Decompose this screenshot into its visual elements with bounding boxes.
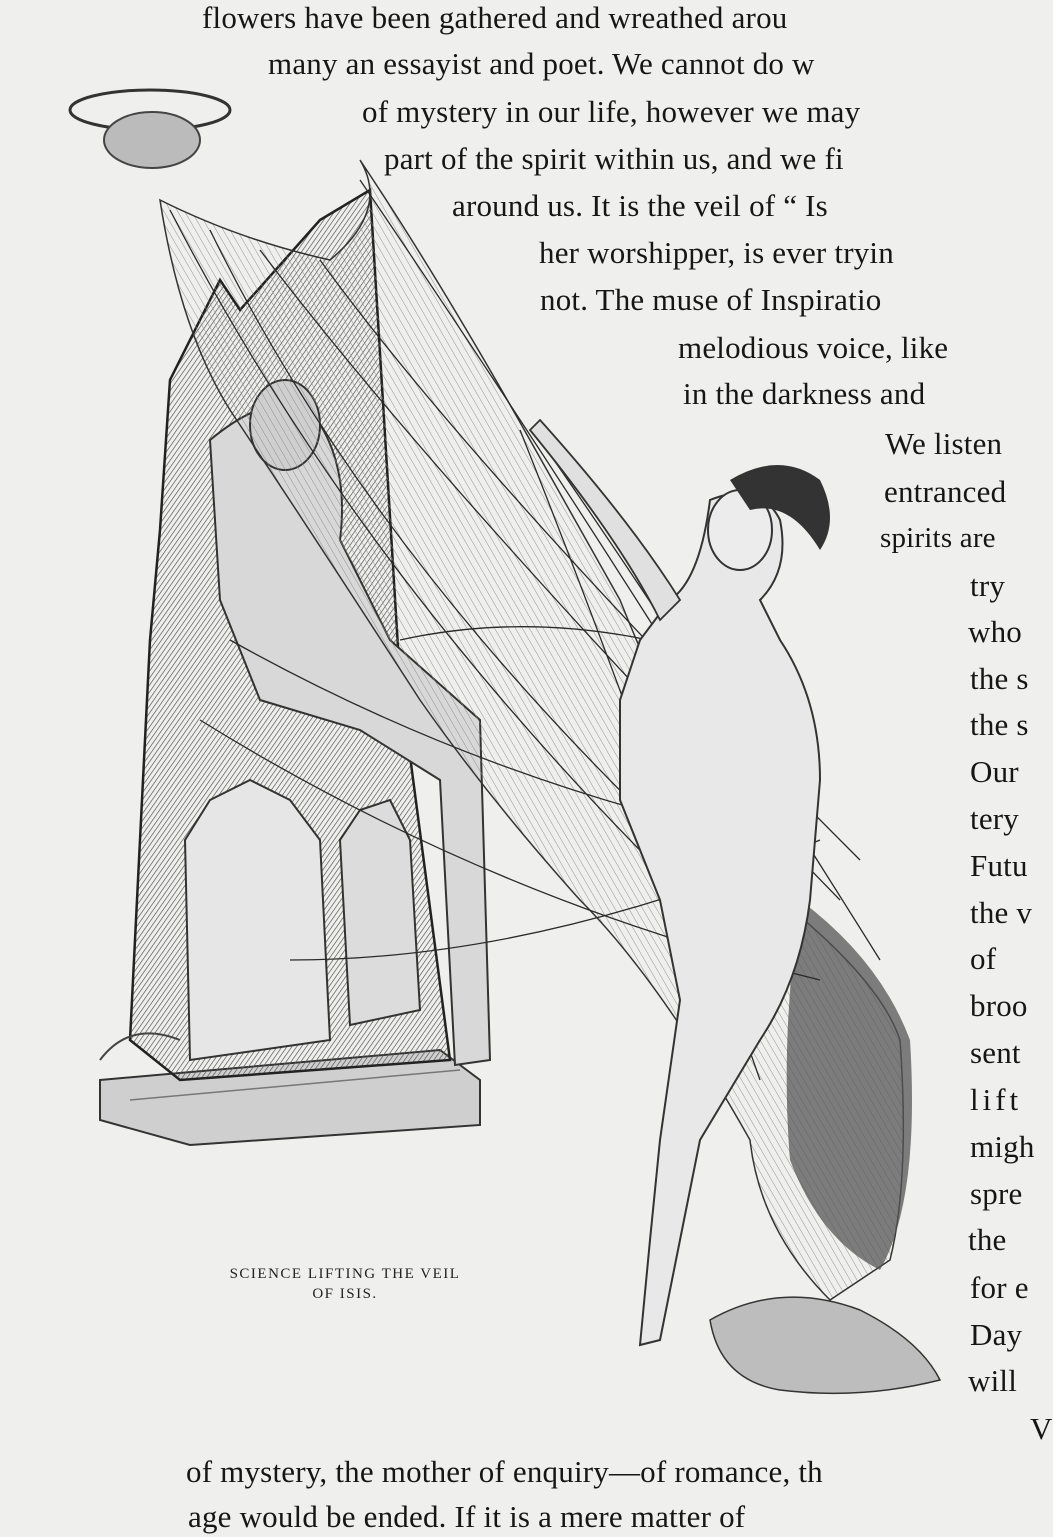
text-line-7: not. The muse of Inspiratio <box>540 282 882 317</box>
text-line-11: entranced <box>884 474 1007 509</box>
text-line-28: for e <box>970 1270 1029 1305</box>
text-line-25: migh <box>970 1129 1035 1164</box>
text-line-13: try <box>970 568 1006 603</box>
text-line-1: flowers have been gathered and wreathed arou <box>202 0 788 35</box>
text-line-20: the v <box>970 895 1033 930</box>
illustration-caption-line-2: OF ISIS. <box>312 1286 378 1302</box>
text-line-19: Futu <box>970 848 1028 883</box>
text-line-30: will <box>968 1363 1018 1398</box>
text-line-23: sent <box>970 1035 1021 1070</box>
text-line-31: V <box>1030 1411 1053 1446</box>
text-line-17: Our <box>970 754 1019 789</box>
text-line-22: broo <box>970 988 1028 1023</box>
text-line-8: melodious voice, like <box>678 330 949 365</box>
text-line-33: age would be ended. If it is a mere matter of <box>188 1499 746 1534</box>
text-line-2: many an essayist and poet. We cannot do w <box>268 46 815 81</box>
text-line-9: in the darkness and <box>683 376 926 411</box>
illustration-caption-line-1: SCIENCE LIFTING THE VEIL <box>229 1266 461 1282</box>
text-line-16: the s <box>970 707 1029 742</box>
text-line-27: the <box>968 1222 1007 1257</box>
text-line-26: spre <box>970 1176 1023 1211</box>
text-line-4: part of the spirit within us, and we fi <box>384 141 844 176</box>
drapery-bottom <box>710 1297 940 1393</box>
text-line-18: tery <box>970 801 1019 836</box>
text-line-29: Day <box>970 1317 1023 1352</box>
text-line-12: spirits are <box>880 522 996 554</box>
text-line-6: her worshipper, is ever tryin <box>539 235 894 270</box>
text-line-14: who <box>968 614 1022 649</box>
text-line-10: We listen <box>885 426 1003 461</box>
text-line-5: around us. It is the veil of “ Is <box>452 188 828 223</box>
text-line-32: of mystery, the mother of enquiry—of romance, th <box>186 1454 823 1489</box>
text-line-21: of <box>970 941 997 976</box>
text-line-3: of mystery in our life, however we may <box>362 94 861 129</box>
text-line-24: lift <box>970 1082 1023 1117</box>
text-line-15: the s <box>970 661 1029 696</box>
